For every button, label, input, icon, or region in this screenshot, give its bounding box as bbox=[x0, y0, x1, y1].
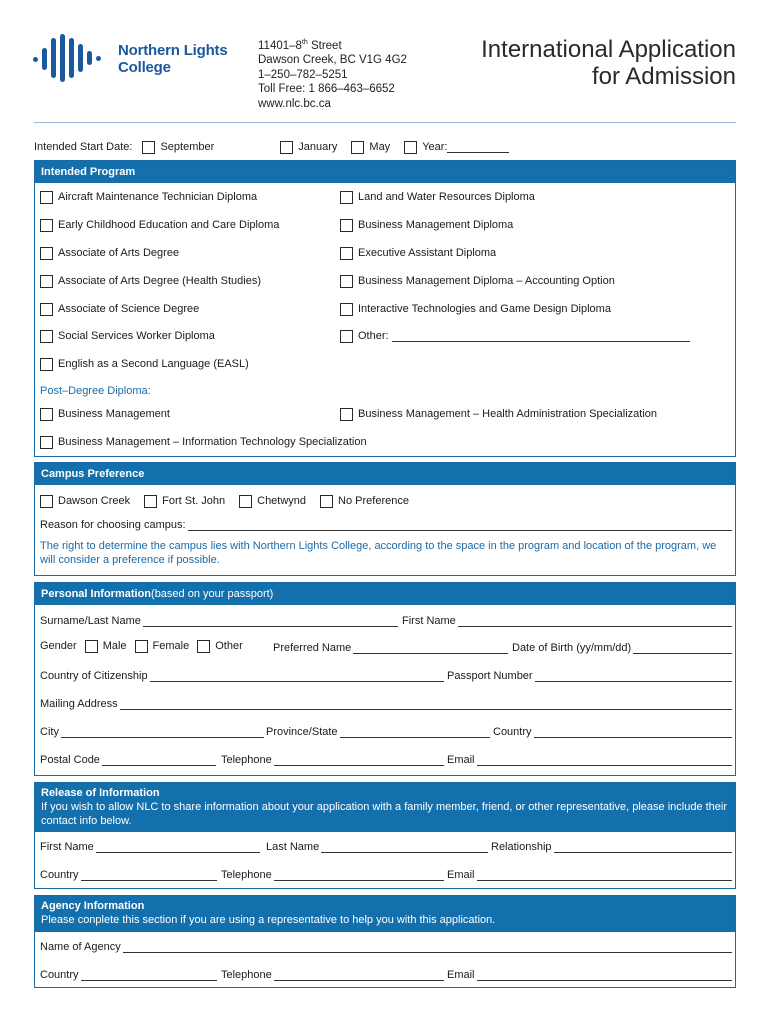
field-label: Country bbox=[493, 726, 532, 738]
program-option[interactable] bbox=[340, 273, 615, 289]
city-input-line[interactable] bbox=[61, 727, 264, 738]
release-country-input-line[interactable] bbox=[81, 870, 217, 881]
aurora-logo-icon bbox=[33, 34, 113, 84]
field-label: Gender bbox=[40, 640, 77, 652]
checkbox[interactable] bbox=[280, 141, 293, 154]
checkbox[interactable] bbox=[197, 640, 210, 653]
option-label: Land and Water Resources Diploma bbox=[358, 191, 535, 203]
option-label: Associate of Science Degree bbox=[58, 303, 200, 315]
option-label: English as a Second Language (EASL) bbox=[58, 358, 249, 370]
field-label: Country bbox=[40, 969, 79, 981]
option-label: Male bbox=[102, 640, 127, 652]
field-label: Country of Citizenship bbox=[40, 670, 148, 682]
option-label: Early Childhood Education and Care Diploma bbox=[58, 219, 280, 231]
release-email-field[interactable] bbox=[447, 865, 732, 881]
release-last-name-field[interactable] bbox=[266, 837, 488, 853]
heading-title: Personal Information bbox=[41, 588, 152, 600]
field-label: Email bbox=[447, 969, 475, 981]
release-last-name-input-line[interactable] bbox=[321, 842, 488, 853]
mailing-address-field[interactable] bbox=[40, 694, 732, 710]
checkbox[interactable] bbox=[40, 275, 53, 288]
first-name-input-line[interactable] bbox=[458, 616, 732, 627]
telephone-input-line[interactable] bbox=[274, 755, 444, 766]
telephone-field[interactable] bbox=[221, 750, 444, 766]
heading-subtitle: (based on your passport) bbox=[151, 588, 274, 600]
option-label: Business Management – Information Technology Specialization bbox=[58, 436, 367, 448]
logo-wordmark bbox=[118, 42, 228, 76]
release-country-field[interactable] bbox=[40, 865, 217, 881]
release-first-name-field[interactable] bbox=[40, 837, 260, 853]
checkbox[interactable] bbox=[320, 495, 333, 508]
option-label: January bbox=[298, 141, 338, 153]
option-label: Female bbox=[152, 640, 190, 652]
agency-email-input-line[interactable] bbox=[477, 970, 732, 981]
option-label: Dawson Creek bbox=[58, 495, 131, 507]
option-label: Fort St. John bbox=[162, 495, 226, 507]
start-option-year[interactable] bbox=[404, 141, 509, 154]
intended-start-date-row bbox=[34, 138, 736, 156]
release-relationship-input-line[interactable] bbox=[554, 842, 732, 853]
release-email-input-line[interactable] bbox=[477, 870, 732, 881]
checkbox[interactable] bbox=[40, 303, 53, 316]
option-label: Aircraft Maintenance Technician Diploma bbox=[58, 191, 258, 203]
checkbox[interactable] bbox=[340, 330, 353, 343]
header-divider bbox=[34, 122, 736, 123]
checkbox[interactable] bbox=[40, 436, 53, 449]
program-option[interactable] bbox=[340, 217, 513, 233]
first-name-field[interactable] bbox=[402, 611, 732, 627]
start-option-january[interactable] bbox=[280, 141, 337, 154]
field-label: Last Name bbox=[266, 841, 320, 853]
checkbox[interactable] bbox=[340, 408, 353, 421]
post-degree-option[interactable] bbox=[40, 434, 367, 450]
mailing-address-input-line[interactable] bbox=[120, 699, 732, 710]
other-program-input-line[interactable] bbox=[392, 331, 690, 342]
heading-description: Please conplete this section if you are using a representative to help you with this application. bbox=[41, 914, 496, 926]
program-option[interactable] bbox=[340, 245, 496, 261]
agency-name-field[interactable] bbox=[40, 937, 732, 953]
campus-preference-heading: Campus Preference bbox=[35, 463, 735, 485]
post-degree-option[interactable] bbox=[40, 406, 170, 422]
option-label: September bbox=[160, 141, 215, 153]
field-label: Preferred Name bbox=[273, 642, 352, 654]
checkbox[interactable] bbox=[340, 219, 353, 232]
field-label: First Name bbox=[402, 615, 456, 627]
option-label: Business Management Diploma bbox=[358, 219, 514, 231]
checkbox[interactable] bbox=[40, 408, 53, 421]
citizenship-input-line[interactable] bbox=[150, 671, 444, 682]
province-field[interactable] bbox=[266, 722, 490, 738]
surname-input-line[interactable] bbox=[143, 616, 398, 627]
agency-information-section bbox=[34, 895, 736, 988]
field-label: Name of Agency bbox=[40, 941, 121, 953]
program-option[interactable] bbox=[40, 245, 179, 261]
campus-note: The right to determine the campus lies with Northern Lights College, according to the space in the program and location of the program, we will consider a preference if possible. bbox=[40, 540, 717, 566]
field-label: Email bbox=[447, 869, 475, 881]
personal-information-section bbox=[34, 582, 736, 776]
checkbox[interactable] bbox=[239, 495, 252, 508]
country-input-line[interactable] bbox=[534, 727, 732, 738]
agency-information-heading bbox=[35, 896, 735, 932]
start-option-may[interactable] bbox=[351, 141, 390, 154]
heading-title: Release of Information bbox=[41, 787, 160, 799]
gender-option-male[interactable] bbox=[85, 640, 127, 653]
checkbox[interactable] bbox=[340, 247, 353, 260]
start-option-september[interactable] bbox=[142, 141, 214, 154]
field-label: Telephone bbox=[221, 754, 272, 766]
checkbox[interactable] bbox=[40, 219, 53, 232]
postal-code-field[interactable] bbox=[40, 750, 216, 766]
address-street: 11401–8th Street bbox=[258, 39, 342, 52]
province-input-line[interactable] bbox=[340, 727, 490, 738]
checkbox[interactable] bbox=[351, 141, 364, 154]
program-option[interactable] bbox=[40, 328, 215, 344]
option-label: Associate of Arts Degree (Health Studies) bbox=[58, 275, 261, 287]
address-tollfree: Toll Free: 1 866–463–6652 bbox=[258, 83, 395, 96]
campus-reason-field[interactable] bbox=[40, 515, 732, 531]
intended-program-section bbox=[34, 160, 736, 457]
option-label: Associate of Arts Degree bbox=[58, 247, 180, 259]
checkbox[interactable] bbox=[340, 275, 353, 288]
field-label: Mailing Address bbox=[40, 698, 118, 710]
email-field[interactable] bbox=[447, 750, 732, 766]
field-label: First Name bbox=[40, 841, 94, 853]
address-city: Dawson Creek, BC V1G 4G2 bbox=[258, 54, 407, 67]
field-label: Country bbox=[40, 869, 79, 881]
field-label: Reason for choosing campus: bbox=[40, 519, 186, 531]
email-input-line[interactable] bbox=[477, 755, 732, 766]
field-label: Telephone bbox=[221, 869, 272, 881]
program-option[interactable] bbox=[40, 273, 261, 289]
checkbox[interactable] bbox=[40, 330, 53, 343]
program-option[interactable] bbox=[40, 356, 249, 372]
agency-email-field[interactable] bbox=[447, 965, 732, 981]
campus-option-no-preference[interactable] bbox=[320, 495, 409, 508]
campus-preference-section bbox=[34, 462, 736, 576]
field-label: Province/State bbox=[266, 726, 338, 738]
agency-telephone-input-line[interactable] bbox=[274, 970, 444, 981]
release-telephone-field[interactable] bbox=[221, 865, 444, 881]
program-option[interactable] bbox=[40, 189, 257, 205]
field-label: Passport Number bbox=[447, 670, 533, 682]
gender-field bbox=[40, 638, 257, 654]
campus-reason-input-line[interactable] bbox=[188, 520, 732, 531]
program-option[interactable] bbox=[40, 217, 279, 233]
campus-options bbox=[40, 493, 423, 509]
release-relationship-field[interactable] bbox=[491, 837, 732, 853]
start-date-label: Intended Start Date: bbox=[34, 141, 133, 153]
option-label: No Preference bbox=[338, 495, 409, 507]
address-phone: 1–250–782–5251 bbox=[258, 68, 348, 81]
citizenship-field[interactable] bbox=[40, 666, 444, 682]
city-field[interactable] bbox=[40, 722, 264, 738]
gender-option-female[interactable] bbox=[135, 640, 190, 653]
option-label: Year: bbox=[422, 141, 448, 153]
passport-number-input-line[interactable] bbox=[535, 671, 732, 682]
field-label: Surname/Last Name bbox=[40, 615, 141, 627]
field-label: Relationship bbox=[491, 841, 552, 853]
program-option-other[interactable] bbox=[340, 328, 690, 344]
checkbox[interactable] bbox=[135, 640, 148, 653]
release-of-information-section bbox=[34, 782, 736, 889]
checkbox[interactable] bbox=[40, 247, 53, 260]
field-label: Date of Birth (yy/mm/dd) bbox=[512, 642, 632, 654]
title-line-2: for Admission bbox=[591, 63, 736, 90]
intended-program-heading: Intended Program bbox=[35, 161, 735, 183]
post-degree-label: Post–Degree Diploma: bbox=[40, 385, 151, 397]
checkbox[interactable] bbox=[340, 191, 353, 204]
release-telephone-input-line[interactable] bbox=[274, 870, 444, 881]
checkbox[interactable] bbox=[404, 141, 417, 154]
agency-telephone-field[interactable] bbox=[221, 965, 444, 981]
campus-option-fort-st-john[interactable] bbox=[144, 495, 225, 508]
checkbox[interactable] bbox=[142, 141, 155, 154]
option-label: Interactive Technologies and Game Design Diploma bbox=[358, 303, 611, 315]
passport-number-field[interactable] bbox=[447, 666, 732, 682]
year-input-line[interactable] bbox=[447, 142, 509, 153]
date-of-birth-field[interactable] bbox=[512, 638, 732, 654]
agency-name-input-line[interactable] bbox=[123, 942, 732, 953]
campus-option-chetwynd[interactable] bbox=[239, 495, 306, 508]
agency-country-field[interactable] bbox=[40, 965, 217, 981]
post-degree-option[interactable] bbox=[340, 406, 657, 422]
college-logo bbox=[33, 34, 233, 84]
personal-information-heading bbox=[35, 583, 735, 605]
checkbox[interactable] bbox=[144, 495, 157, 508]
document-title bbox=[481, 36, 736, 90]
checkbox[interactable] bbox=[40, 191, 53, 204]
preferred-name-field[interactable] bbox=[273, 638, 508, 654]
preferred-name-input-line[interactable] bbox=[353, 643, 508, 654]
option-label: Business Management Diploma – Accounting Option bbox=[358, 275, 615, 287]
checkbox[interactable] bbox=[40, 495, 53, 508]
program-option[interactable] bbox=[40, 301, 199, 317]
campus-option-dawson-creek[interactable] bbox=[40, 495, 130, 508]
checkbox[interactable] bbox=[340, 303, 353, 316]
agency-country-input-line[interactable] bbox=[81, 970, 217, 981]
option-label: Chetwynd bbox=[257, 495, 307, 507]
option-label: Social Services Worker Diploma bbox=[58, 330, 215, 342]
date-of-birth-input-line[interactable] bbox=[633, 643, 732, 654]
logo-text-line-1: Northern Lights bbox=[118, 42, 228, 59]
field-label: Telephone bbox=[221, 969, 272, 981]
heading-description: If you wish to allow NLC to share information about your application with a family member, friend, or other representative, please include their contact info below. bbox=[41, 801, 728, 827]
country-field[interactable] bbox=[493, 722, 732, 738]
field-label: City bbox=[40, 726, 59, 738]
title-line-1: International Application bbox=[481, 36, 736, 63]
field-label: Email bbox=[447, 754, 475, 766]
option-label: Business Management bbox=[58, 408, 170, 420]
option-label: Other: bbox=[358, 330, 389, 342]
postal-code-input-line[interactable] bbox=[102, 755, 216, 766]
surname-field[interactable] bbox=[40, 611, 398, 627]
logo-text-line-2: College bbox=[118, 59, 171, 76]
address-website: www.nlc.bc.ca bbox=[258, 97, 331, 110]
option-label: Executive Assistant Diploma bbox=[358, 247, 497, 259]
option-label: Other bbox=[215, 640, 243, 652]
option-label: Business Management – Health Administration Specialization bbox=[358, 408, 657, 420]
checkbox[interactable] bbox=[85, 640, 98, 653]
program-option[interactable] bbox=[340, 301, 611, 317]
release-first-name-input-line[interactable] bbox=[96, 842, 260, 853]
release-of-information-heading bbox=[35, 783, 735, 832]
gender-option-other[interactable] bbox=[197, 640, 243, 653]
heading-title: Agency Information bbox=[41, 900, 145, 912]
field-label: Postal Code bbox=[40, 754, 100, 766]
program-option[interactable] bbox=[340, 189, 535, 205]
option-label: May bbox=[369, 141, 391, 153]
checkbox[interactable] bbox=[40, 358, 53, 371]
college-address bbox=[258, 36, 407, 111]
header bbox=[0, 0, 770, 124]
